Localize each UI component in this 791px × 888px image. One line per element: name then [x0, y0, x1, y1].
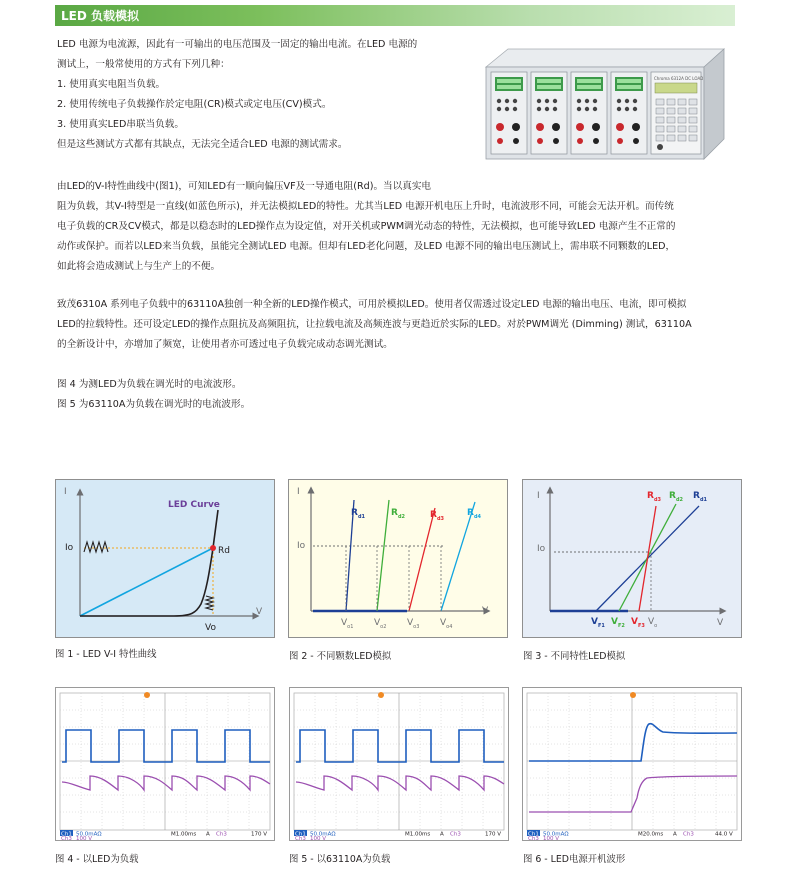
text-line: 3. 使用真实LED串联当负载。: [57, 119, 184, 130]
line-rd4: [441, 502, 475, 611]
figure-4-scope: [55, 687, 275, 841]
trigger-mode: A: [673, 831, 677, 838]
io-label: Io: [297, 541, 306, 551]
text-line: 2. 使用传统电子负载操作於定电阻(CR)模式或定电压(CV)模式。: [57, 99, 332, 110]
vo-label: $V_o$: [648, 617, 658, 629]
rd2-label: $R_{d2}$: [669, 491, 683, 503]
axis-i-label: I: [297, 487, 300, 497]
operating-point: [210, 545, 216, 551]
ch1-scale: 50.0mAΩ: [76, 831, 102, 838]
trigger-channel: Ch3: [216, 831, 227, 838]
load-module: [491, 72, 527, 154]
line-rd3: [639, 506, 656, 611]
axis-i-label: I: [537, 491, 540, 501]
text-line: 阻为负载，其V-I特型是一直线(如蓝色所示)，并无法模拟LED的特性。尤其当LED 电源开机电压上升时，电流波形不同，可能会无法开机。而传统: [57, 201, 674, 212]
rd3-label: $R_{d3}$: [647, 491, 661, 503]
ripple-icon: [84, 542, 108, 552]
axis-v-label: V: [717, 618, 724, 628]
ch1-scale: 50.0mAΩ: [310, 831, 336, 838]
line-rd2: [377, 500, 389, 611]
text-line: 由LED的V-I特性曲线中(图1)，可知LED有一顺向偏压VF及一导通电阻(Rd)。当以真实电: [57, 181, 432, 192]
ch3-label: Ch3: [61, 836, 72, 840]
trigger-marker: [630, 692, 636, 698]
rd-label: Rd: [218, 546, 230, 556]
io-label: Io: [65, 543, 74, 553]
vf2-label: $V_{F2}$: [611, 617, 625, 629]
io-label: Io: [537, 544, 546, 554]
trigger-channel: Ch3: [683, 831, 694, 838]
figure-1-caption: 图 1 - LED V-I 特性曲线: [55, 649, 157, 660]
timebase: M20.0ms: [638, 831, 664, 838]
text-line: 的全新设计中，亦增加了频宽，让使用者亦可透过电子负载完成动态调光测试。: [57, 339, 393, 350]
text-line: 1. 使用真实电阻当负载。: [57, 79, 166, 90]
resistor-icon: [206, 596, 213, 610]
trigger-marker: [144, 692, 150, 698]
vf1-label: $V_{F1}$: [591, 617, 605, 629]
trigger-level: 170 V: [485, 831, 502, 838]
figure-3-led-characteristics: [522, 479, 742, 638]
ch1-label: Ch1: [295, 831, 306, 838]
figure-6-caption: 图 6 - LED电源开机波形: [523, 854, 626, 865]
axis-v-label: V: [256, 607, 263, 617]
vo4-label: $V_{o4}$: [440, 618, 453, 630]
trigger-mode: A: [206, 831, 210, 838]
text-line: 致茂6310A 系列电子负载中的63110A独创一种全新的LED操作模式，可用於模拟LED。使用者仅需透过设定LED 电源的输出电压、电流，即可模拟: [57, 299, 687, 310]
axis-v-label: V: [482, 606, 489, 616]
figure-1-vi-curve: [55, 479, 275, 638]
led-curve: [80, 510, 218, 616]
vo1-label: $V_{o1}$: [341, 618, 354, 630]
ch3-label: Ch3: [295, 836, 306, 840]
intro-paragraph: [57, 35, 417, 155]
rd3-label: $R_{d3}$: [430, 510, 444, 522]
axis-i-label: I: [64, 487, 67, 497]
figure-2-led-count: [288, 479, 508, 638]
figure-4-caption: 图 4 - 以LED为负载: [55, 854, 139, 865]
vf3-label: $V_{F3}$: [631, 617, 645, 629]
text-line: 图 4 为测LED为负载在调光时的电流波形。: [57, 379, 242, 390]
text-line: LED的拉载特性。还可设定LED的操作点阻抗及高频阻抗，让拉载电流及高频连波与更趋近於实际的LED。对於PWM调光 (Dimming) 测试，63110A: [57, 319, 692, 330]
electronic-load-photo: [478, 45, 730, 163]
figure-2-caption: 图 2 - 不同颗数LED模拟: [289, 651, 392, 662]
ch1-label: Ch1: [528, 831, 539, 838]
ch1-scale: 50.0mAΩ: [543, 831, 569, 838]
figure-5-caption: 图 5 - 以63110A为负载: [289, 854, 391, 865]
vo2-label: $V_{o2}$: [374, 618, 387, 630]
text-line: 如此将会造成测试上与生产上的不便。: [57, 261, 221, 272]
ch3-scale: 100 V: [76, 836, 93, 840]
trigger-level: 170 V: [251, 831, 268, 838]
rd4-label: $R_{d4}$: [467, 508, 481, 520]
trigger-level: 44.0 V: [715, 831, 733, 838]
rd1-label: $R_{d1}$: [693, 491, 707, 503]
ch1-label: Ch1: [61, 831, 72, 838]
figure-5-scope: [289, 687, 509, 841]
text-line: LED 电源为电流源，因此有一可输出的电压范围及一固定的输出电流。在LED 电源的: [57, 39, 418, 50]
figure-6-scope: [522, 687, 742, 841]
text-line: 动作或保护。而若以LED来当负载，虽能完全测试LED 电源。但却有LED老化问题，及LED 电源不同的输出电压测试上，需串联不同颗数的LED，: [57, 241, 676, 252]
line-rd3: [409, 508, 435, 611]
text-line: 电子负载的CR及CV模式，都是以稳态时的LED操作点为设定值，对开关机或PWM调光动态的特性，无法模拟，也可能导致LED 电源产生不正常的: [57, 221, 676, 232]
vi-paragraph: [57, 177, 675, 277]
vo3-label: $V_{o3}$: [407, 618, 420, 630]
text-line: 图 5 为63110A为负载在调光时的电流波形。: [57, 399, 251, 410]
device-brand: Chroma 6312A DC LOAD: [654, 76, 704, 81]
trigger-marker: [378, 692, 384, 698]
led-curve-label: LED Curve: [168, 500, 220, 510]
resistor-line: [80, 548, 213, 616]
timebase: M1.00ms: [171, 831, 197, 838]
text-line: 测试上，一般常使用的方式有下列几种：: [57, 59, 230, 70]
ch3-label: Ch3: [528, 836, 539, 840]
section-title: LED 负载模拟: [61, 9, 139, 23]
vo-label: Vo: [205, 623, 216, 633]
led-mode-paragraph: [57, 295, 692, 355]
rd1-label: $R_{d1}$: [351, 508, 365, 520]
section-banner: [55, 5, 735, 26]
text-line: 但是这些测试方式都有其缺点，无法完全适合LED 电源的测试需求。: [57, 139, 348, 150]
trigger-mode: A: [440, 831, 444, 838]
timebase: M1.00ms: [405, 831, 431, 838]
ch3-scale: 100 V: [310, 836, 327, 840]
rd2-label: $R_{d2}$: [391, 508, 405, 520]
trigger-channel: Ch3: [450, 831, 461, 838]
ch3-scale: 100 V: [543, 836, 560, 840]
figure-notes: [57, 375, 250, 415]
figure-3-caption: 图 3 - 不同特性LED模拟: [523, 651, 626, 662]
